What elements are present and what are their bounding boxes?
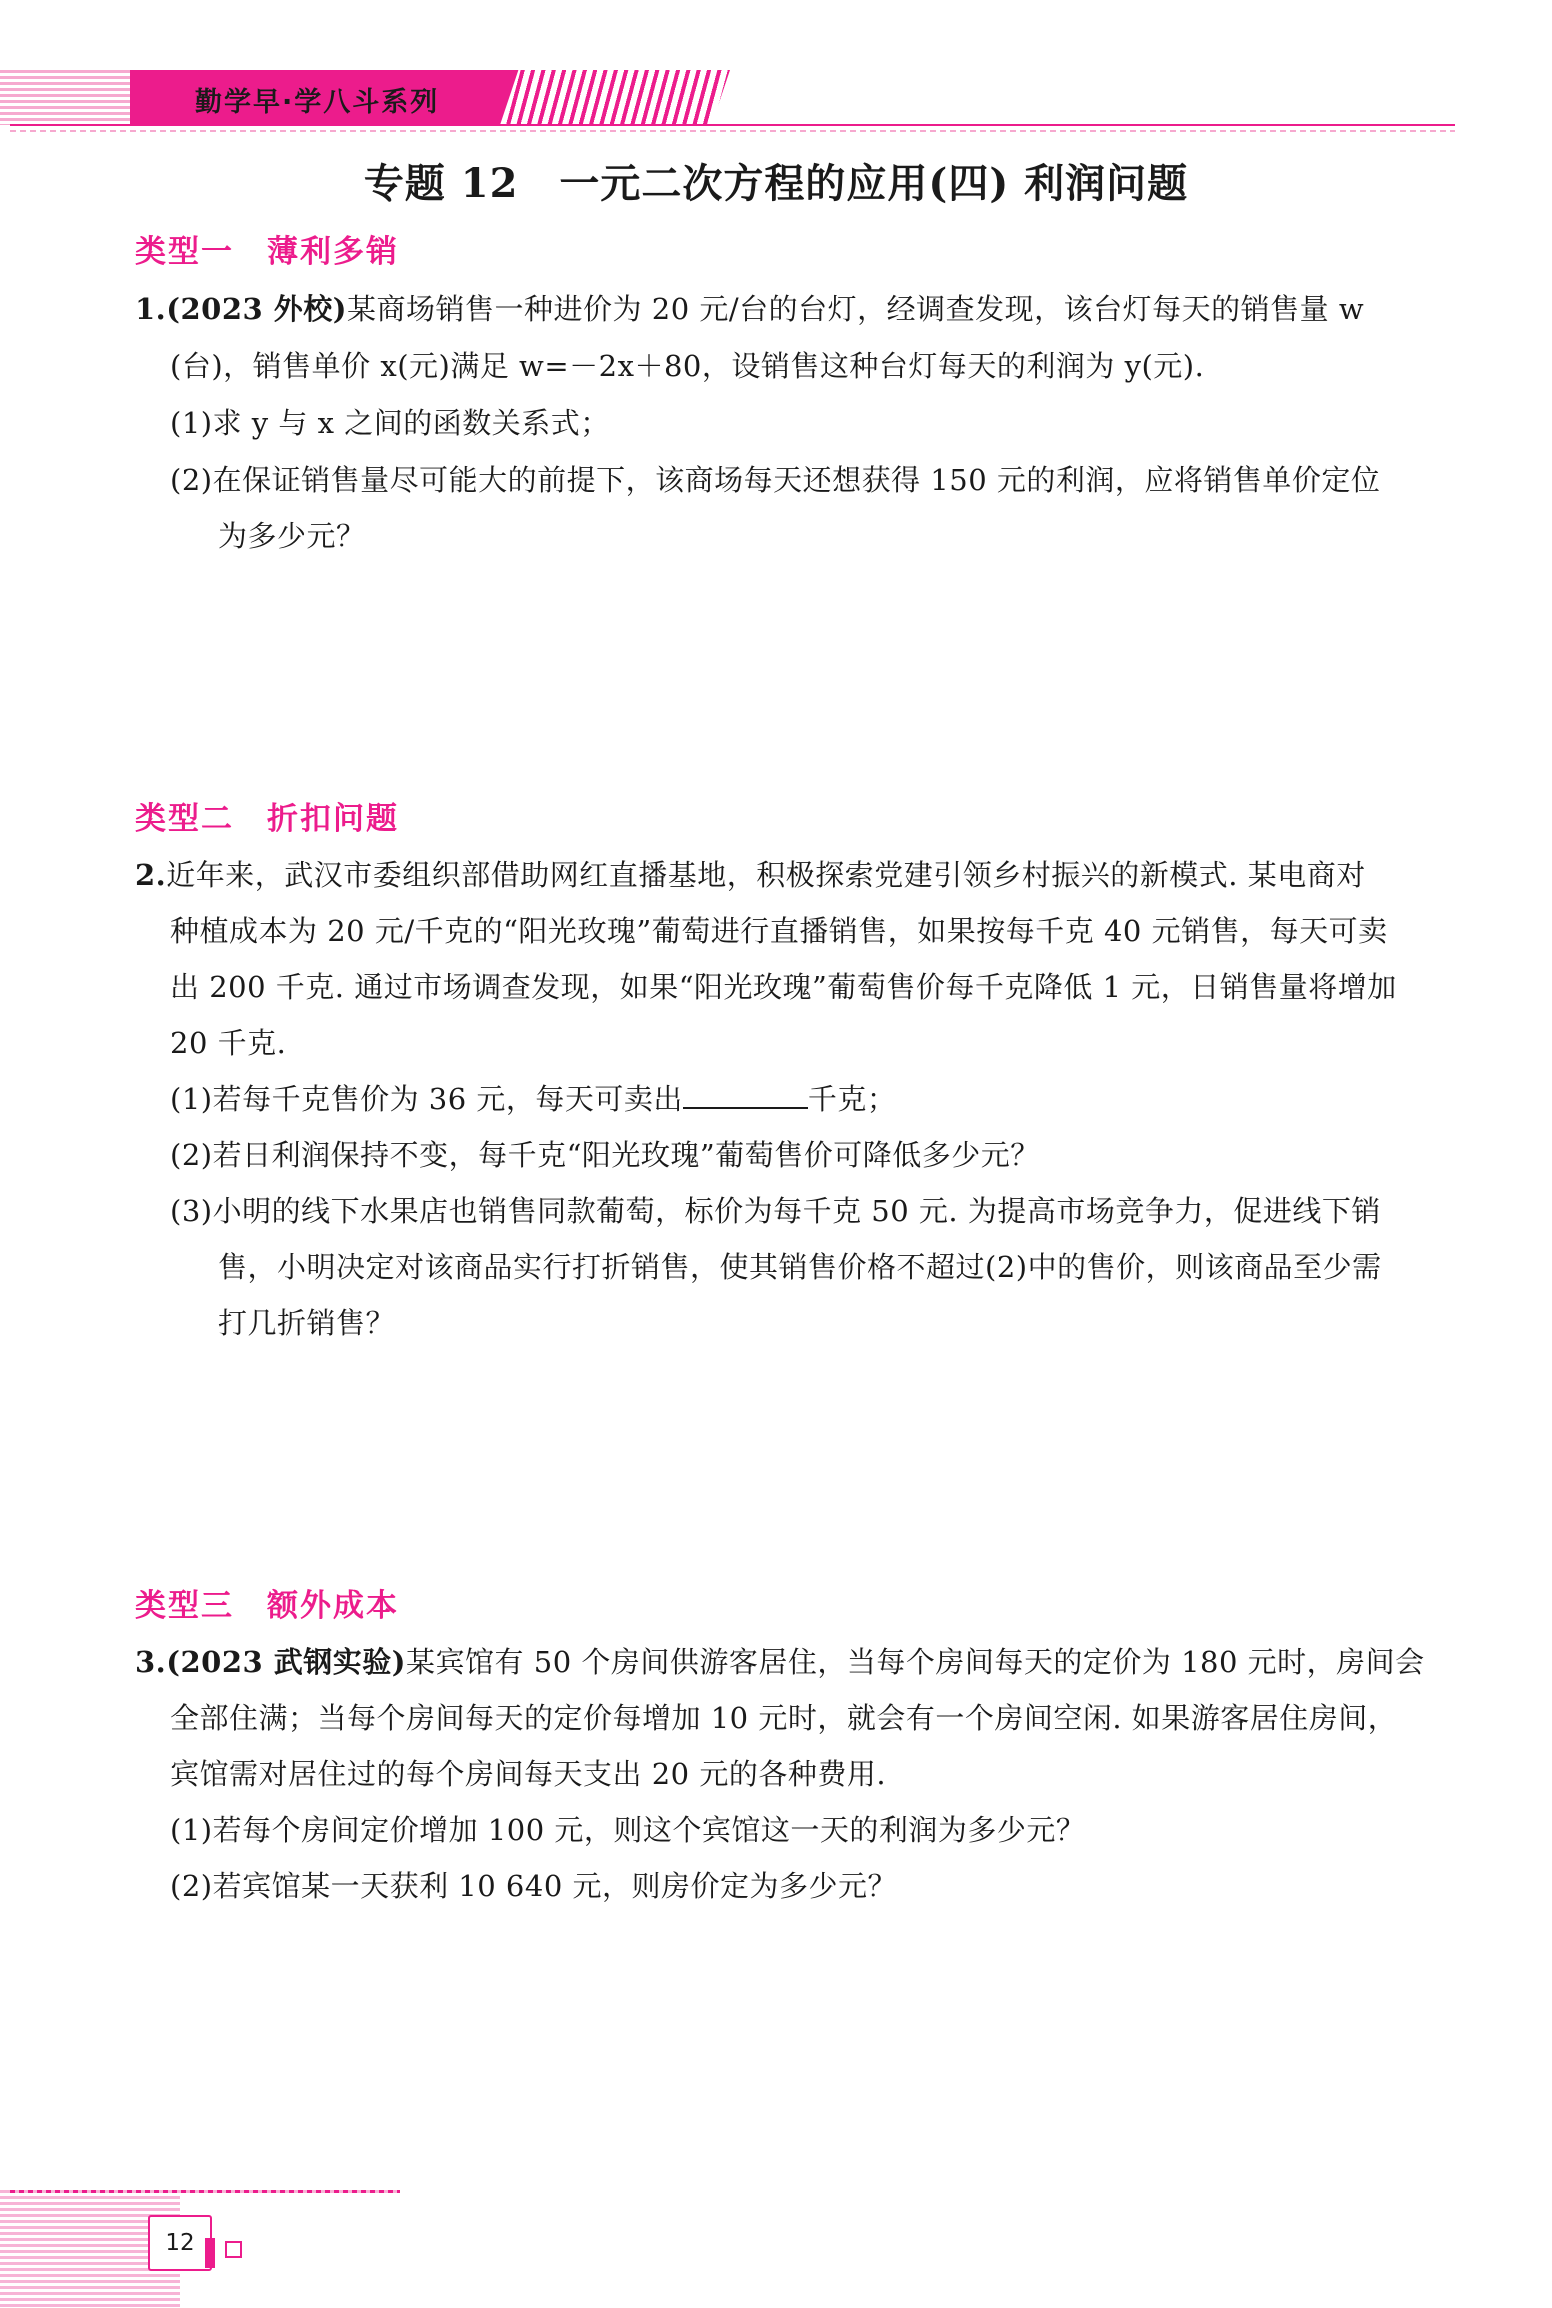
problem-text: 某商场销售一种进价为 20 元/台的台灯，经调查发现，该台灯每天的销售量 w bbox=[347, 292, 1365, 326]
section-heading-3: 类型三 额外成本 bbox=[135, 1588, 399, 1624]
problem-text: 近年来，武汉市委组织部借助网红直播基地，积极探索党建引领乡村振兴的新模式. 某电商对 bbox=[166, 858, 1366, 892]
question-text: (1)若每千克售价为 36 元，每天可卖出 bbox=[170, 1082, 683, 1116]
problem-number: 1. bbox=[135, 292, 167, 326]
problem-3-line-1 bbox=[135, 1640, 1425, 1681]
problem-2-q3-cont-2: 打几折销售？ bbox=[218, 1306, 396, 1340]
question-unit: 千克； bbox=[807, 1082, 897, 1116]
problem-2-q3: (3)小明的线下水果店也销售同款葡萄，标价为每千克 50 元. 为提高市场竞争力，促进线下销 bbox=[170, 1194, 1381, 1228]
footer-dotted-rule bbox=[10, 2190, 400, 2193]
problem-2-q3-cont-1: 售，小明决定对该商品实行打折销售，使其销售价格不超过(2)中的售价，则该商品至少需 bbox=[218, 1250, 1382, 1284]
problem-2-line-2: 种植成本为 20 元/千克的“阳光玫瑰”葡萄进行直播销售，如果按每千克 40 元销售，每天可卖 bbox=[170, 914, 1388, 948]
problem-number: 2. bbox=[135, 858, 167, 892]
problem-1-q1: (1)求 y 与 x 之间的函数关系式； bbox=[170, 406, 610, 440]
problem-1-line-2: (台)，销售单价 x(元)满足 w=－2x＋80，设销售这种台灯每天的利润为 y(元). bbox=[170, 349, 1205, 383]
series-name: 勤学早·学八斗系列 bbox=[195, 87, 440, 118]
problem-3-q2: (2)若宾馆某一天获利 10 640 元，则房价定为多少元？ bbox=[170, 1869, 897, 1903]
problem-2-q2: (2)若日利润保持不变，每千克“阳光玫瑰”葡萄售价可降低多少元？ bbox=[170, 1138, 1040, 1172]
header-rule bbox=[10, 124, 1455, 126]
problem-2-q1 bbox=[170, 1077, 896, 1118]
problem-source: (2023 外校) bbox=[166, 292, 348, 326]
problem-text: 某宾馆有 50 个房间供游客居住，当每个房间每天的定价为 180 元时，房间会 bbox=[406, 1645, 1425, 1679]
page-number: 12 bbox=[148, 2215, 212, 2271]
problem-3-q1: (1)若每个房间定价增加 100 元，则这个宾馆这一天的利润为多少元？ bbox=[170, 1813, 1086, 1847]
problem-1-q2-cont: 为多少元？ bbox=[218, 519, 366, 553]
square-icon bbox=[225, 2241, 242, 2258]
problem-3-line-3: 宾馆需对居住过的每个房间每天支出 20 元的各种费用. bbox=[170, 1757, 887, 1791]
page-title: 专题 12 一元二次方程的应用(四) 利润问题 bbox=[363, 160, 1189, 207]
section-heading-2: 类型二 折扣问题 bbox=[135, 801, 399, 837]
problem-1-q2: (2)在保证销售量尽可能大的前提下，该商场每天还想获得 150 元的利润，应将销售单价定位 bbox=[170, 463, 1381, 497]
banner-stripes-right bbox=[500, 70, 730, 125]
problem-1-line-1 bbox=[135, 287, 1364, 328]
banner-stripes-left bbox=[0, 70, 140, 125]
problem-number: 3. bbox=[135, 1645, 167, 1679]
page-marker bbox=[205, 2238, 215, 2268]
header-banner bbox=[0, 70, 730, 125]
header-dotted-rule bbox=[10, 130, 1455, 132]
problem-source: (2023 武钢实验) bbox=[166, 1645, 407, 1679]
answer-blank[interactable] bbox=[683, 1081, 808, 1109]
problem-2-line-1 bbox=[135, 853, 1366, 894]
problem-2-line-3: 出 200 千克. 通过市场调查发现，如果“阳光玫瑰”葡萄售价每千克降低 1 元，日销售量将增加 bbox=[170, 970, 1397, 1004]
problem-3-line-2: 全部住满；当每个房间每天的定价每增加 10 元时，就会有一个房间空闲. 如果游客居住房间， bbox=[170, 1701, 1398, 1735]
section-heading-1: 类型一 薄利多销 bbox=[135, 234, 399, 270]
problem-2-line-4: 20 千克. bbox=[170, 1026, 287, 1060]
